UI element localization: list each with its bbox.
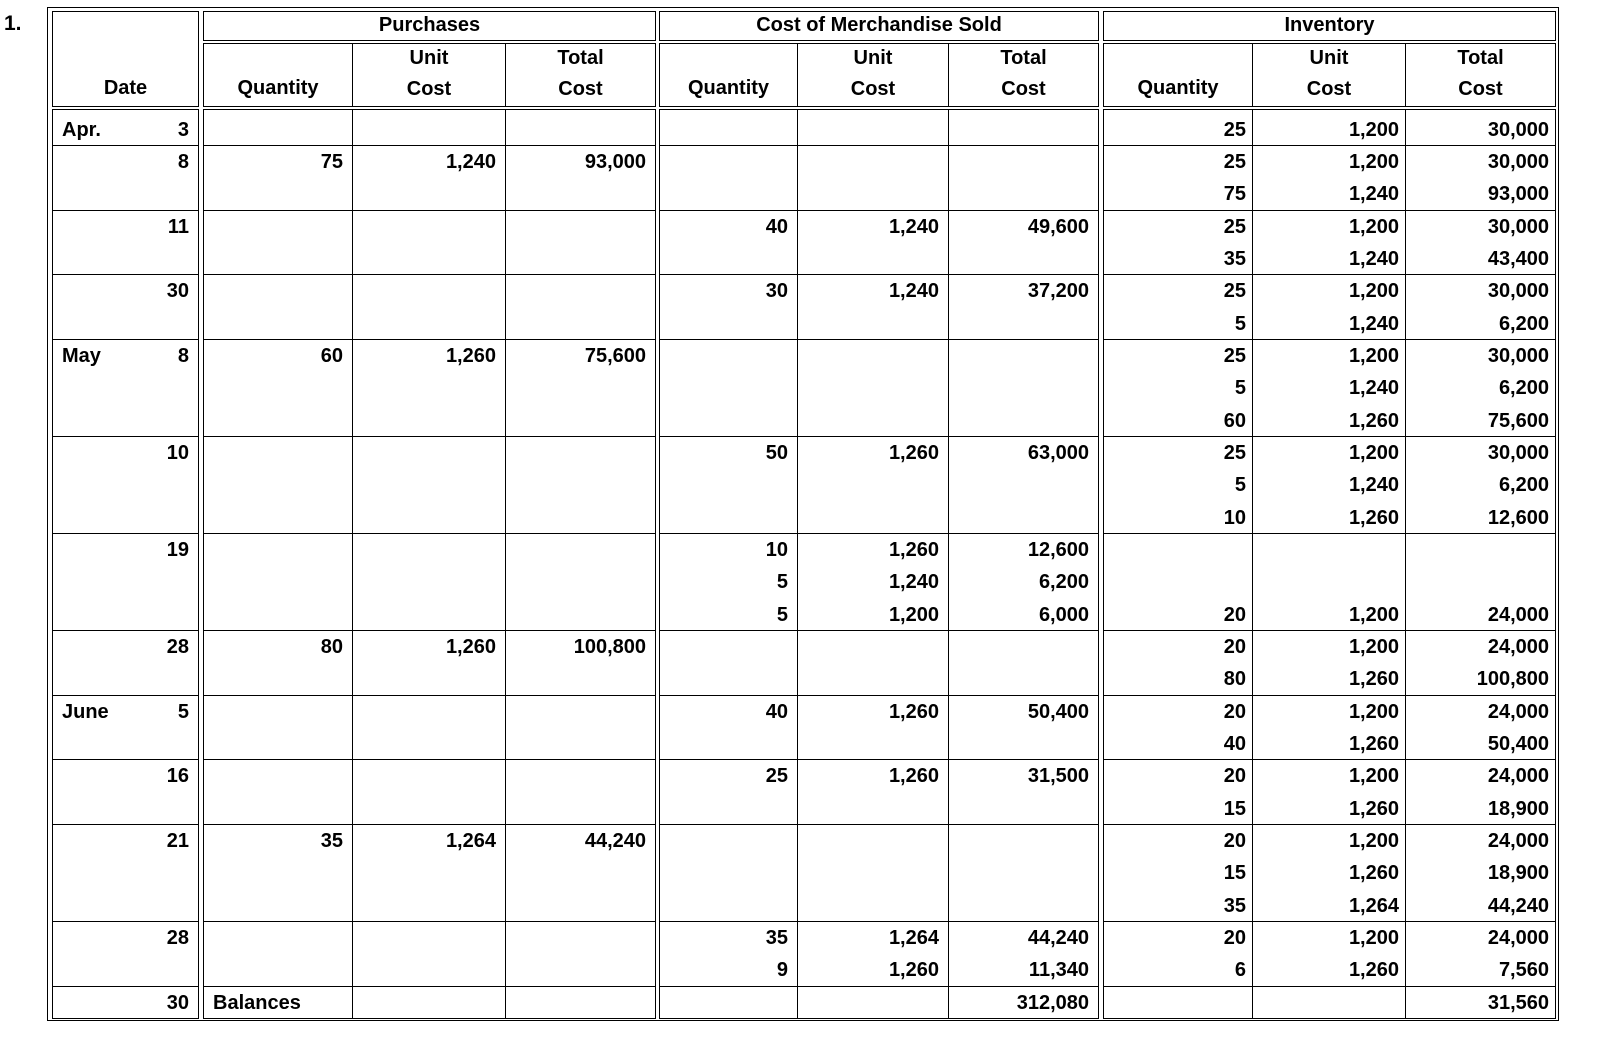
value: 60 [320,345,343,367]
cost-of-merchandise-sold-total-cost-cell [948,986,1099,1019]
inventory-unit-cost-cell [1252,436,1406,534]
value: 1,200 [1348,765,1399,788]
cost-of-merchandise-sold-total-cost-cell [948,274,1099,340]
value: 12,600 [1027,538,1089,561]
cost-of-merchandise-sold-header-label: Cost of Merchandise Sold [756,14,1002,36]
value: 24,000 [1487,765,1549,788]
column-header-label: Cost [1458,78,1503,100]
purchases-unit-cost-cell [352,109,506,146]
value: 1,260 [888,700,939,723]
value: 35 [320,829,343,852]
value: 1,260 [445,345,496,367]
value: 100,800 [573,635,646,658]
inventory-total-cost-cell [1405,533,1556,631]
value: 5 [776,603,788,626]
value: 11,340 [1028,959,1089,982]
value: 1,200 [1348,926,1399,949]
date-day: 10 [166,442,189,464]
value: 30,000 [1487,118,1549,141]
purchases-total-cost-header [505,43,656,107]
value: 50,400 [1487,732,1549,755]
inventory-quantity-cell [1103,339,1253,437]
value: 1,200 [1348,345,1399,367]
value: 20 [1223,603,1246,626]
purchases-unit-cost-cell [352,274,506,340]
cost-of-merchandise-sold-quantity-cell [659,921,798,987]
cost-of-merchandise-sold-total-cost-cell [948,109,1099,146]
inventory-quantity-cell [1103,695,1253,761]
value: 20 [1223,829,1246,852]
value: 1,260 [445,635,496,658]
value: 44,240 [1027,926,1089,949]
value: 49,600 [1027,215,1089,238]
purchases-quantity-cell [203,921,353,987]
value: 40 [765,215,788,238]
value: 1,240 [445,151,496,174]
value: 1,240 [1348,183,1399,206]
value: 1,260 [1348,862,1399,885]
purchases-unit-cost-cell [352,339,506,437]
value: 30,000 [1487,215,1549,238]
value: 1,200 [1348,118,1399,141]
date-cell [52,339,199,437]
value: 1,200 [1348,829,1399,852]
inventory-quantity-cell [1103,630,1253,696]
purchases-total-cost-cell [505,339,656,437]
value: 6,200 [1038,571,1089,594]
purchases-unit-cost-cell [352,630,506,696]
purchases-total-cost-cell [505,759,656,825]
cost-of-merchandise-sold-total-cost-cell [948,339,1099,437]
purchases-quantity-cell [203,436,353,534]
inventory-quantity-cell [1103,986,1253,1019]
cost-of-merchandise-sold-quantity-cell [659,824,798,922]
value: 10 [1223,506,1246,529]
value: 25 [765,765,788,788]
cost-of-merchandise-sold-quantity-cell [659,436,798,534]
date-cell [52,986,199,1019]
value: 31,560 [1487,991,1549,1014]
inventory-total-cost-header [1405,43,1556,107]
column-header-label: Quantity [237,77,319,99]
cost-of-merchandise-sold-unit-cost-cell [797,921,949,987]
date-day: 8 [177,151,189,174]
inventory-total-cost-cell [1405,986,1556,1019]
cost-of-merchandise-sold-total-cost-cell [948,145,1099,211]
value: 5 [776,571,788,594]
inventory-quantity-cell [1103,274,1253,340]
value: 30,000 [1487,442,1549,464]
value: 9 [776,959,788,982]
value: 1,260 [888,765,939,788]
date-day: 30 [166,991,189,1014]
purchases-unit-cost-cell [352,436,506,534]
column-header-label: Total [1457,47,1504,69]
column-header-label: Unit [853,47,893,69]
value: 35 [1223,248,1246,271]
purchases-total-cost-cell [505,145,656,211]
inventory-quantity-cell [1103,759,1253,825]
column-header-label: Total [1000,47,1047,69]
purchases-quantity-cell [203,759,353,825]
purchases-unit-cost-cell [352,210,506,276]
purchases-unit-cost-cell [352,145,506,211]
cost-of-merchandise-sold-quantity-cell [659,339,798,437]
value: 1,240 [1348,312,1399,335]
inventory-unit-cost-cell [1252,339,1406,437]
value: 1,260 [888,442,939,464]
value: 25 [1223,118,1246,141]
value: 25 [1223,442,1246,464]
value: 31,500 [1027,765,1089,788]
cost-of-merchandise-sold-total-cost-cell [948,695,1099,761]
column-header-label: Cost [1001,78,1046,100]
value: 1,240 [1348,248,1399,271]
inventory-quantity-cell [1103,824,1253,922]
value: 35 [765,926,788,949]
inventory-total-cost-cell [1405,695,1556,761]
cost-of-merchandise-sold-unit-cost-cell [797,109,949,146]
date-day: 8 [177,345,189,367]
purchases-quantity-cell [203,145,353,211]
date-cell [52,145,199,211]
balances-label: Balances [213,991,301,1014]
inventory-unit-cost-cell [1252,759,1406,825]
value: 312,080 [1016,991,1089,1014]
value: 35 [1223,894,1246,917]
purchases-quantity-cell [203,274,353,340]
value: 6,200 [1498,312,1549,335]
value: 18,900 [1487,797,1549,820]
cost-of-merchandise-sold-quantity-cell [659,210,798,276]
inventory-total-cost-cell [1405,824,1556,922]
cost-of-merchandise-sold-quantity-cell [659,109,798,146]
purchases-unit-cost-cell [352,533,506,631]
date-cell [52,824,199,922]
date-day: 19 [166,538,189,561]
cost-of-merchandise-sold-unit-cost-cell [797,145,949,211]
cost-of-merchandise-sold-quantity-cell [659,145,798,211]
cost-of-merchandise-sold-total-cost-cell [948,533,1099,631]
date-month: May [62,345,101,367]
cost-of-merchandise-sold-quantity-cell [659,986,798,1019]
date-cell [52,109,199,146]
value: 60 [1223,409,1246,432]
cost-of-merchandise-sold-total-cost-cell [948,210,1099,276]
date-day: 28 [166,635,189,658]
cost-of-merchandise-sold-quantity-cell [659,759,798,825]
date-cell [52,921,199,987]
inventory-header [1103,11,1556,41]
cost-of-merchandise-sold-unit-cost-cell [797,339,949,437]
inventory-total-cost-cell [1405,210,1556,276]
inventory-unit-cost-cell [1252,695,1406,761]
value: 24,000 [1487,829,1549,852]
cost-of-merchandise-sold-quantity-header [659,43,798,107]
value: 100,800 [1476,668,1549,691]
value: 30,000 [1487,280,1549,303]
inventory-total-cost-cell [1405,630,1556,696]
value: 44,240 [584,829,646,852]
date-day: 16 [166,765,189,788]
value: 80 [320,635,343,658]
value: 20 [1223,635,1246,658]
value: 1,260 [1348,506,1399,529]
value: 1,260 [1348,668,1399,691]
value: 30,000 [1487,151,1549,174]
inventory-total-cost-cell [1405,436,1556,534]
value: 25 [1223,345,1246,367]
value: 80 [1223,668,1246,691]
inventory-quantity-cell [1103,210,1253,276]
column-header-label: Cost [1306,78,1352,100]
value: 20 [1223,926,1246,949]
value: 37,200 [1027,280,1089,303]
cost-of-merchandise-sold-total-cost-cell [948,759,1099,825]
date-day: 5 [177,700,189,723]
value: 1,240 [888,571,939,594]
purchases-quantity-cell [203,695,353,761]
value: 5 [1234,377,1246,400]
cost-of-merchandise-sold-unit-cost-cell [797,533,949,631]
cost-of-merchandise-sold-total-cost-cell [948,824,1099,922]
purchases-total-cost-cell [505,695,656,761]
purchases-unit-cost-header [352,43,506,107]
inventory-total-cost-cell [1405,339,1556,437]
cost-of-merchandise-sold-unit-cost-cell [797,210,949,276]
inventory-total-cost-cell [1405,274,1556,340]
date-month: June [62,700,109,723]
purchases-quantity-cell [203,210,353,276]
value: 1,260 [888,959,939,982]
value: 30,000 [1487,345,1549,367]
value: 44,240 [1487,894,1549,917]
cost-of-merchandise-sold-header [659,11,1099,41]
value: 10 [765,538,788,561]
inventory-quantity-cell [1103,921,1253,987]
value: 20 [1223,700,1246,723]
inventory-quantity-cell [1103,533,1253,631]
cost-of-merchandise-sold-unit-cost-cell [797,695,949,761]
value: 24,000 [1487,603,1549,626]
value: 15 [1223,862,1246,885]
value: 1,200 [1348,700,1399,723]
value: 43,400 [1487,248,1549,271]
purchases-header-label: Purchases [378,14,481,36]
inventory-unit-cost-cell [1252,824,1406,922]
cost-of-merchandise-sold-unit-cost-cell [797,986,949,1019]
value: 1,240 [888,215,939,238]
inventory-quantity-cell [1103,145,1253,211]
purchases-total-cost-cell [505,630,656,696]
purchases-unit-cost-cell [352,695,506,761]
problem-number: 1. [4,12,22,35]
value: 1,200 [1348,603,1399,626]
column-header-label: Quantity [687,77,770,99]
inventory-total-cost-cell [1405,759,1556,825]
cost-of-merchandise-sold-unit-cost-cell [797,759,949,825]
value: 25 [1223,280,1246,303]
column-header-label: Unit [409,47,449,69]
inventory-quantity-cell [1103,436,1253,534]
column-header-label: Total [557,47,604,69]
date-header [52,11,199,107]
date-cell [52,695,199,761]
column-header-label: Cost [406,78,452,100]
purchases-quantity-cell [203,630,353,696]
value: 1,240 [888,280,939,303]
inventory-unit-cost-cell [1252,630,1406,696]
date-day: 30 [166,280,189,303]
value: 1,260 [1348,409,1399,432]
purchases-total-cost-cell [505,210,656,276]
cost-of-merchandise-sold-quantity-cell [659,533,798,631]
value: 75 [1223,183,1246,206]
value: 1,260 [1348,732,1399,755]
value: 7,560 [1498,959,1549,982]
purchases-unit-cost-cell [352,759,506,825]
value: 1,264 [1348,894,1399,917]
value: 1,200 [1348,635,1399,658]
value: 24,000 [1487,635,1549,658]
inventory-quantity-cell [1103,109,1253,146]
purchases-total-cost-cell [505,824,656,922]
value: 40 [765,700,788,723]
value: 75,600 [584,345,646,367]
value: 6 [1234,959,1246,982]
cost-of-merchandise-sold-unit-cost-header [797,43,949,107]
value: 1,264 [445,829,496,852]
date-cell [52,210,199,276]
value: 15 [1223,797,1246,820]
purchases-quantity-cell [203,533,353,631]
purchases-total-cost-cell [505,921,656,987]
purchases-quantity-header [203,43,353,107]
date-cell [52,759,199,825]
inventory-unit-cost-cell [1252,109,1406,146]
value: 1,264 [888,926,939,949]
cost-of-merchandise-sold-unit-cost-cell [797,824,949,922]
date-day: 11 [167,215,189,238]
value: 75,600 [1487,409,1549,432]
cost-of-merchandise-sold-total-cost-cell [948,921,1099,987]
value: 50,400 [1027,700,1089,723]
value: 6,200 [1498,474,1549,497]
date-day: 3 [177,118,189,141]
date-day: 21 [166,829,189,852]
purchases-total-cost-cell [505,986,656,1019]
purchases-unit-cost-cell [352,986,506,1019]
purchases-total-cost-cell [505,533,656,631]
purchases-quantity-cell [203,109,353,146]
inventory-total-cost-cell [1405,109,1556,146]
inventory-unit-cost-cell [1252,921,1406,987]
value: 1,260 [1348,959,1399,982]
date-day: 28 [166,926,189,949]
column-header-label: Unit [1309,47,1349,69]
value: 93,000 [584,151,646,174]
date-cell [52,533,199,631]
value: 18,900 [1487,862,1549,885]
value: 12,600 [1487,506,1549,529]
date-header-label: Date [103,77,148,99]
value: 1,200 [1348,280,1399,303]
value: 40 [1223,732,1246,755]
inventory-unit-cost-cell [1252,986,1406,1019]
value: 6,200 [1498,377,1549,400]
value: 1,200 [888,603,939,626]
purchases-total-cost-cell [505,109,656,146]
value: 93,000 [1487,183,1549,206]
cost-of-merchandise-sold-total-cost-header [948,43,1099,107]
inventory-total-cost-cell [1405,921,1556,987]
date-month: Apr. [62,118,101,141]
cost-of-merchandise-sold-quantity-cell [659,695,798,761]
inventory-unit-cost-cell [1252,210,1406,276]
value: 24,000 [1487,700,1549,723]
value: 6,000 [1038,603,1089,626]
value: 1,200 [1348,215,1399,238]
value: 1,240 [1348,377,1399,400]
value: 1,200 [1348,151,1399,174]
purchases-header [203,11,656,41]
cost-of-merchandise-sold-unit-cost-cell [797,274,949,340]
value: 1,200 [1348,442,1399,464]
value: 75 [320,151,343,174]
cost-of-merchandise-sold-unit-cost-cell [797,436,949,534]
value: 1,240 [1348,474,1399,497]
purchases-unit-cost-cell [352,824,506,922]
inventory-unit-cost-cell [1252,533,1406,631]
inventory-unit-cost-cell [1252,145,1406,211]
date-cell [52,630,199,696]
value: 1,260 [1348,797,1399,820]
value: 25 [1223,215,1246,238]
value: 24,000 [1487,926,1549,949]
value: 5 [1234,312,1246,335]
purchases-total-cost-cell [505,274,656,340]
purchases-quantity-cell [203,339,353,437]
purchases-quantity-cell [203,986,353,1019]
inventory-total-cost-cell [1405,145,1556,211]
value: 1,260 [888,538,939,561]
value: 5 [1234,474,1246,497]
inventory-unit-cost-header [1252,43,1406,107]
value: 50 [765,442,788,464]
purchases-quantity-cell [203,824,353,922]
cost-of-merchandise-sold-quantity-cell [659,630,798,696]
date-cell [52,436,199,534]
cost-of-merchandise-sold-total-cost-cell [948,436,1099,534]
column-header-label: Cost [558,78,603,100]
purchases-total-cost-cell [505,436,656,534]
value: 63,000 [1027,442,1089,464]
date-cell [52,274,199,340]
inventory-header-label: Inventory [1284,14,1375,36]
column-header-label: Quantity [1137,77,1219,99]
cost-of-merchandise-sold-quantity-cell [659,274,798,340]
value: 20 [1223,765,1246,788]
cost-of-merchandise-sold-unit-cost-cell [797,630,949,696]
value: 30 [765,280,788,303]
column-header-label: Cost [850,78,896,100]
purchases-unit-cost-cell [352,921,506,987]
cost-of-merchandise-sold-total-cost-cell [948,630,1099,696]
value: 25 [1223,151,1246,174]
inventory-unit-cost-cell [1252,274,1406,340]
inventory-quantity-header [1103,43,1253,107]
